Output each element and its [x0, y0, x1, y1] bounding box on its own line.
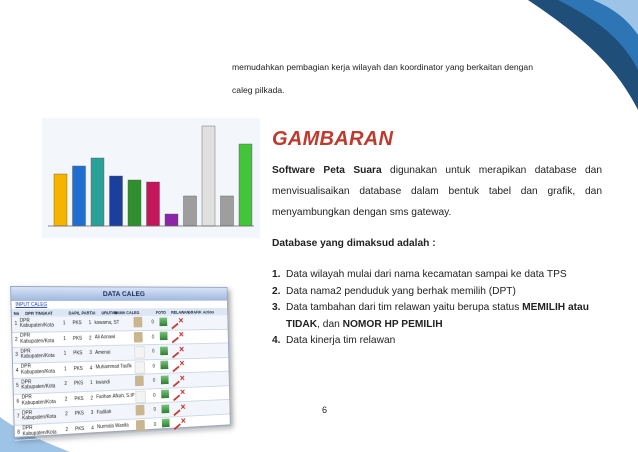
photo-thumbnail: [135, 376, 144, 387]
photo-thumbnail: [134, 346, 145, 359]
database-title: Database yang dimaksud adalah :: [272, 238, 436, 249]
row-actions: [159, 317, 185, 328]
row-dapil: 1: [63, 335, 66, 342]
list-item: [272, 284, 612, 301]
row-relawan: 0: [151, 319, 154, 326]
row-number: 5: [16, 383, 19, 390]
table-header-cell: FOTO: [155, 309, 167, 315]
row-dapil: 1: [62, 320, 66, 327]
list-item: [272, 333, 612, 350]
edit-icon[interactable]: [167, 316, 179, 329]
delete-icon[interactable]: ✕: [180, 416, 187, 426]
table-header-cell: DAPIL: [68, 310, 81, 316]
section-heading: GAMBARAN: [272, 128, 394, 150]
list-text-part: , dan: [317, 318, 343, 330]
row-number: 1: [14, 321, 18, 328]
row-partai: PKS: [74, 395, 84, 402]
edit-icon[interactable]: [168, 359, 180, 372]
row-nama-caleg: kwandi: [95, 379, 110, 386]
list-item: [272, 267, 612, 284]
row-partai: PKS: [73, 365, 83, 372]
row-tingkat: DPR Kabupaten/Kota: [19, 317, 54, 330]
chart-bar: [184, 196, 197, 226]
list-text-part: Data tambahan dari tim relawan yaitu berupa status: [286, 302, 523, 313]
software-name: Software Peta Suara: [272, 165, 382, 176]
row-nama-caleg: Amenai: [95, 349, 111, 356]
list-bold-part: MEMILIH atau TIDAK: [286, 302, 589, 330]
row-relawan: 0: [152, 348, 155, 355]
edit-icon[interactable]: [168, 345, 180, 358]
photo-thumbnail: [134, 332, 143, 343]
row-dapil: 1: [63, 351, 67, 357]
row-urutan: 1: [88, 320, 92, 327]
list-number: 3.: [272, 302, 281, 313]
row-actions: [160, 332, 186, 343]
list-text: Data nama2 penduduk yang berhak memilih (DPT): [286, 285, 516, 297]
database-list: [272, 267, 612, 350]
chart-bar: [202, 126, 215, 226]
chart-bar: [221, 196, 234, 226]
bar-chart-image: [42, 118, 260, 238]
chart-bar: [110, 176, 123, 226]
row-dapil: 1: [63, 366, 67, 373]
photo-thumbnail: [135, 361, 146, 374]
intro-line-1: memudahkan pembagian kerja wilayah dan koordinator yang berkaitan dengan: [232, 62, 533, 72]
delete-icon[interactable]: ✕: [179, 373, 186, 383]
edit-icon[interactable]: [169, 388, 181, 401]
edit-icon[interactable]: [167, 330, 179, 343]
edit-icon[interactable]: [169, 403, 181, 416]
photo-thumbnail: [133, 317, 142, 328]
row-urutan: 3: [90, 410, 94, 417]
row-relawan: 0: [153, 392, 156, 399]
row-tingkat: DPR Kabupaten/Kota: [20, 348, 55, 361]
chart-bar: [147, 182, 160, 226]
row-actions: [161, 375, 187, 386]
intro-line-2: caleg pilkada.: [232, 85, 285, 95]
chart-icon[interactable]: [161, 390, 169, 399]
edit-icon[interactable]: [169, 417, 181, 430]
page-number: 6: [322, 405, 328, 415]
row-actions: [160, 346, 186, 357]
row-dapil: 2: [65, 411, 68, 418]
row-tingkat: DPR Kabupaten/Kota: [22, 425, 57, 438]
chart-bar: [73, 166, 86, 226]
table-header-cell: No: [13, 310, 20, 316]
row-foto: [135, 376, 147, 388]
row-urutan: 2: [90, 395, 94, 402]
row-actions: [162, 418, 188, 430]
row-number: 2: [14, 336, 18, 343]
edit-icon[interactable]: [168, 374, 180, 387]
row-nama-caleg: Ali Asnawi: [94, 334, 116, 341]
list-number: 4.: [272, 335, 281, 346]
row-foto: [133, 317, 145, 329]
row-foto: [134, 332, 146, 344]
row-tingkat: DPR Kabupaten/Kota: [20, 363, 56, 376]
delete-icon[interactable]: ✕: [178, 330, 185, 340]
row-urutan: 4: [89, 365, 93, 372]
chart-icon[interactable]: [160, 346, 168, 355]
chart-icon[interactable]: [162, 419, 170, 428]
chart-bar: [128, 180, 141, 226]
row-tingkat: DPR Kabupaten/Kota: [21, 379, 56, 391]
row-dapil: 2: [64, 396, 68, 403]
list-number: 1.: [272, 269, 281, 280]
row-partai: PKS: [74, 410, 85, 418]
row-nama-caleg: Nurmala Wanita: [96, 422, 129, 431]
photo-thumbnail: [136, 420, 145, 431]
delete-icon[interactable]: ✕: [179, 359, 185, 368]
row-tingkat: DPR Kabupaten/Kota: [19, 332, 55, 345]
table-header-cell: DPR TINGKAT: [25, 310, 53, 316]
list-text: Data wilayah mulai dari nama kecamatan sampai ke data TPS: [286, 269, 567, 280]
row-actions: [161, 389, 187, 400]
data-caleg-screenshot: [10, 286, 231, 438]
row-foto: [134, 346, 146, 358]
table-header-cell: NAMA CALEG: [113, 309, 140, 315]
input-caleg-link[interactable]: INPUT CALEG: [15, 301, 48, 308]
row-foto: [136, 419, 148, 431]
row-relawan: 0: [152, 363, 155, 370]
row-number: 4: [15, 367, 19, 374]
table-header-cell: URUTAN: [101, 309, 118, 315]
row-partai: PKS: [75, 425, 85, 433]
row-foto: [135, 390, 147, 402]
row-dapil: 2: [65, 426, 69, 433]
chart-icon[interactable]: [160, 361, 168, 370]
table-header-cell: RELAWAN: [171, 309, 190, 315]
photo-thumbnail: [135, 390, 146, 403]
table-body: [12, 315, 230, 441]
list-text: Data kinerja tim relawan: [286, 335, 396, 346]
row-urutan: 2: [88, 335, 92, 342]
list-number: 2.: [272, 285, 281, 297]
delete-icon[interactable]: ✕: [179, 388, 186, 397]
delete-icon[interactable]: ✕: [180, 402, 186, 412]
intro-text: [232, 56, 612, 102]
row-relawan: 0: [153, 421, 157, 428]
row-relawan: 0: [153, 407, 157, 414]
row-partai: PKS: [72, 335, 83, 342]
row-nama-caleg: kowama, ST: [94, 319, 120, 326]
chart-icon[interactable]: [161, 375, 169, 384]
delete-icon[interactable]: ✕: [178, 316, 184, 325]
chart-bar: [54, 174, 67, 226]
row-urutan: 4: [91, 425, 94, 432]
row-number: 6: [16, 398, 20, 405]
row-number: 7: [16, 413, 20, 421]
chart-icon[interactable]: [160, 332, 168, 341]
row-nama-caleg: Farihan Afkah, S.IP: [96, 392, 135, 401]
row-tingkat: DPR Kabupaten/Kota: [21, 394, 56, 407]
row-foto: [135, 361, 147, 373]
table-title: DATA CALEG: [11, 287, 227, 301]
row-urutan: 1: [90, 380, 93, 387]
row-urutan: 3: [89, 350, 92, 357]
row-number: 8: [17, 429, 21, 436]
table-header-cell: Action: [202, 309, 214, 315]
row-nama-caleg: Fadilah: [96, 408, 112, 416]
description-text: digunakan untuk merapikan database dan menvisualisaikan database dalam bentuk tabel dan grafik, dan menyambungkan dengan sms gateway.: [272, 165, 602, 218]
row-partai: PKS: [73, 350, 83, 357]
photo-thumbnail: [136, 405, 145, 416]
row-actions: [161, 403, 187, 415]
row-partai: PKS: [72, 320, 82, 327]
row-dapil: 2: [64, 381, 68, 388]
row-nama-caleg: Muhammad Taufik: [95, 363, 132, 371]
chart-bar: [239, 144, 252, 226]
row-relawan: 0: [151, 334, 155, 341]
description-paragraph: [272, 160, 602, 223]
row-number: 3: [15, 352, 19, 359]
row-relawan: 0: [152, 378, 156, 384]
row-actions: [160, 360, 186, 371]
chart-icon[interactable]: [159, 317, 167, 326]
chart-bar: [165, 214, 178, 226]
chart-bar: [91, 158, 104, 226]
row-foto: [136, 405, 148, 417]
list-text: [286, 300, 612, 333]
table-header-cell: GRAFIK: [187, 309, 202, 315]
chart-icon[interactable]: [161, 404, 169, 413]
delete-icon[interactable]: ✕: [178, 345, 185, 354]
list-item: [272, 300, 612, 333]
row-partai: PKS: [73, 380, 84, 387]
table-header-cell: PARTAI: [81, 310, 96, 315]
list-bold-part: NOMOR HP PEMILIH: [342, 318, 443, 330]
row-tingkat: DPR Kabupaten/Kota: [21, 409, 57, 422]
